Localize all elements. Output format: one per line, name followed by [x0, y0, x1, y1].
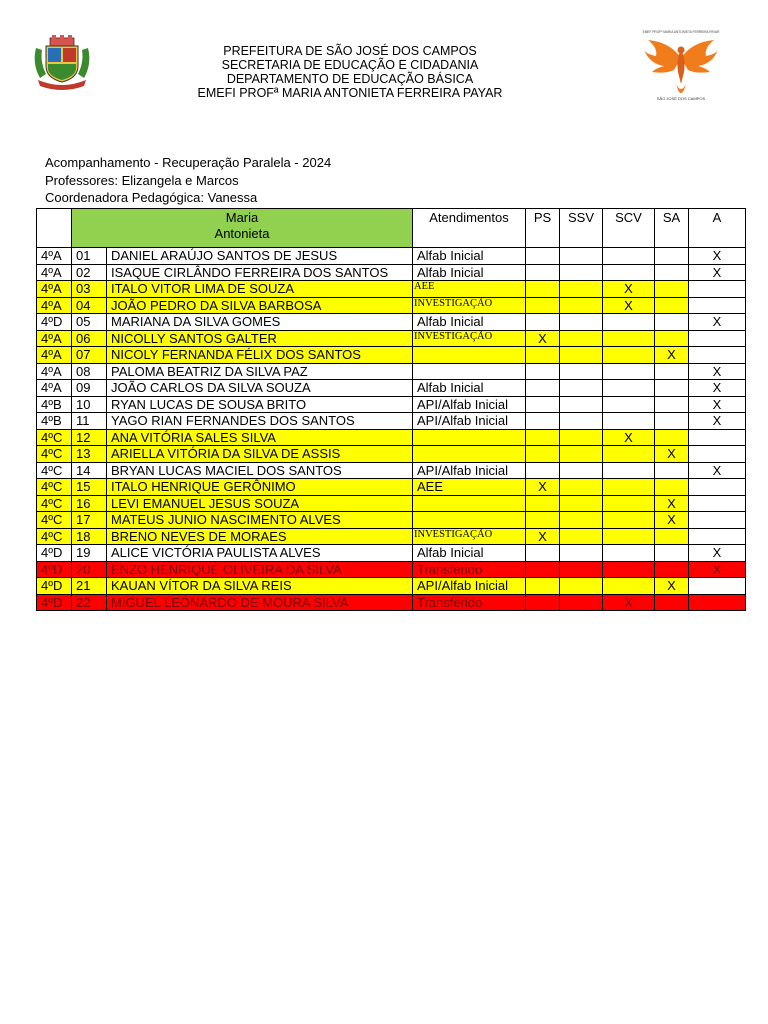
a-mark-cell: X — [689, 264, 746, 281]
scv-mark-cell — [603, 413, 655, 430]
a-mark-cell: X — [689, 248, 746, 265]
scv-mark-cell — [603, 528, 655, 545]
ssv-mark-cell — [560, 347, 603, 364]
atendimento-cell: API/Alfab Inicial — [413, 462, 526, 479]
ps-mark-cell — [526, 380, 560, 397]
ps-mark-cell: X — [526, 528, 560, 545]
student-name-cell: MARIANA DA SILVA GOMES — [107, 314, 413, 331]
atendimento-cell: Transferido — [413, 594, 526, 611]
ps-mark-cell — [526, 264, 560, 281]
ssv-mark-cell — [560, 264, 603, 281]
class-cell: 4ºA — [37, 363, 72, 380]
document-header — [160, 44, 540, 100]
ssv-mark-cell — [560, 561, 603, 578]
atendimento-cell: Alfab Inicial — [413, 314, 526, 331]
number-cell: 02 — [72, 264, 107, 281]
header-line-school: EMEFI PROFª MARIA ANTONIETA FERREIRA PAYAR — [197, 86, 503, 100]
sa-mark-cell: X — [655, 578, 689, 595]
ps-mark-cell — [526, 363, 560, 380]
city-coat-of-arms-logo — [30, 34, 94, 90]
atendimento-cell — [413, 446, 526, 463]
atendimento-cell — [413, 363, 526, 380]
table-row — [37, 347, 746, 364]
sa-mark-cell: X — [655, 512, 689, 529]
sa-mark-cell — [655, 462, 689, 479]
table-row — [37, 578, 746, 595]
scv-mark-cell: X — [603, 281, 655, 298]
table-row — [37, 314, 746, 331]
ssv-mark-cell — [560, 495, 603, 512]
class-cell: 4ºA — [37, 248, 72, 265]
sa-mark-cell: X — [655, 347, 689, 364]
sa-mark-cell — [655, 330, 689, 347]
header-line-secretaria: SECRETARIA DE EDUCAÇÃO E CIDADANIA — [221, 58, 479, 72]
ssv-mark-cell — [560, 462, 603, 479]
ssv-mark-cell — [560, 380, 603, 397]
sa-mark-cell — [655, 248, 689, 265]
student-name-cell: BRENO NEVES DE MORAES — [107, 528, 413, 545]
ps-mark-cell — [526, 413, 560, 430]
atendimento-label: INVESTIGAÇÃO — [414, 330, 493, 342]
number-cell: 03 — [72, 281, 107, 298]
atendimento-cell — [413, 495, 526, 512]
sa-mark-cell — [655, 528, 689, 545]
class-cell: 4ºA — [37, 347, 72, 364]
school-name-header — [72, 209, 413, 248]
ssv-mark-cell — [560, 578, 603, 595]
a-header: A — [689, 209, 746, 248]
ps-mark-cell — [526, 347, 560, 364]
atendimento-cell: Alfab Inicial — [413, 545, 526, 562]
scv-mark-cell: X — [603, 594, 655, 611]
scv-mark-cell — [603, 479, 655, 496]
ssv-mark-cell — [560, 396, 603, 413]
student-name-cell: ITALO VITOR LIMA DE SOUZA — [107, 281, 413, 298]
ps-mark-cell — [526, 281, 560, 298]
number-cell: 08 — [72, 363, 107, 380]
school-phoenix-logo — [640, 28, 722, 104]
sa-mark-cell — [655, 363, 689, 380]
table-row — [37, 380, 746, 397]
table-row — [37, 396, 746, 413]
student-name-cell: JOÃO PEDRO DA SILVA BARBOSA — [107, 297, 413, 314]
ssv-mark-cell — [560, 248, 603, 265]
scv-mark-cell — [603, 363, 655, 380]
student-name-cell: ARIELLA VITÓRIA DA SILVA DE ASSIS — [107, 446, 413, 463]
student-name-cell: NICOLLY SANTOS GALTER — [107, 330, 413, 347]
a-mark-cell — [689, 429, 746, 446]
class-cell: 4ºC — [37, 446, 72, 463]
atendimentos-header: Atendimentos — [413, 209, 526, 248]
number-cell: 07 — [72, 347, 107, 364]
table-row — [37, 528, 746, 545]
table-row — [37, 330, 746, 347]
table-row — [37, 248, 746, 265]
atendimento-cell: Alfab Inicial — [413, 380, 526, 397]
number-cell: 19 — [72, 545, 107, 562]
scv-mark-cell — [603, 578, 655, 595]
table-row — [37, 561, 746, 578]
atendimento-cell: API/Alfab Inicial — [413, 413, 526, 430]
ssv-mark-cell — [560, 512, 603, 529]
table-row — [37, 495, 746, 512]
ps-mark-cell — [526, 248, 560, 265]
number-cell: 11 — [72, 413, 107, 430]
class-cell: 4ºC — [37, 429, 72, 446]
student-name-cell: BRYAN LUCAS MACIEL DOS SANTOS — [107, 462, 413, 479]
atendimento-cell: Alfab Inicial — [413, 248, 526, 265]
sa-mark-cell — [655, 314, 689, 331]
a-mark-cell — [689, 446, 746, 463]
sa-mark-cell — [655, 380, 689, 397]
ps-mark-cell — [526, 297, 560, 314]
document-title: Acompanhamento - Recuperação Paralela - 2024 — [45, 155, 332, 170]
header-line-departamento: DEPARTAMENTO DE EDUCAÇÃO BÁSICA — [226, 72, 474, 86]
ssv-mark-cell — [560, 330, 603, 347]
ps-mark-cell — [526, 429, 560, 446]
table-row — [37, 462, 746, 479]
table-row — [37, 429, 746, 446]
scv-mark-cell — [603, 462, 655, 479]
student-name-cell: ANA VITÓRIA SALES SILVA — [107, 429, 413, 446]
ps-mark-cell: X — [526, 330, 560, 347]
a-mark-cell — [689, 578, 746, 595]
ps-header: PS — [526, 209, 560, 248]
class-cell: 4ºC — [37, 462, 72, 479]
table-row — [37, 363, 746, 380]
sa-mark-cell — [655, 545, 689, 562]
table-row — [37, 413, 746, 430]
number-cell: 20 — [72, 561, 107, 578]
sa-mark-cell — [655, 281, 689, 298]
a-mark-cell — [689, 528, 746, 545]
student-name-cell: ALICE VICTÓRIA PAULISTA ALVES — [107, 545, 413, 562]
ssv-mark-cell — [560, 446, 603, 463]
a-mark-cell — [689, 347, 746, 364]
scv-mark-cell — [603, 561, 655, 578]
student-name-cell: JOÃO CARLOS DA SILVA SOUZA — [107, 380, 413, 397]
class-cell: 4ºA — [37, 380, 72, 397]
class-cell: 4ºA — [37, 264, 72, 281]
a-mark-cell: X — [689, 545, 746, 562]
ps-mark-cell — [526, 396, 560, 413]
student-name-cell: PALOMA BEATRIZ DA SILVA PAZ — [107, 363, 413, 380]
student-name-cell: DANIEL ARAÚJO SANTOS DE JESUS — [107, 248, 413, 265]
atendimento-label: INVESTIGAÇÃO — [414, 528, 493, 540]
table-row — [37, 512, 746, 529]
table-row — [37, 594, 746, 611]
class-cell: 4ºA — [37, 330, 72, 347]
ssv-mark-cell — [560, 594, 603, 611]
a-mark-cell: X — [689, 363, 746, 380]
teachers-line: Professores: Elizangela e Marcos — [45, 172, 239, 188]
a-mark-cell: X — [689, 396, 746, 413]
student-name-cell: KAUAN VÍTOR DA SILVA REIS — [107, 578, 413, 595]
a-mark-cell: X — [689, 462, 746, 479]
number-cell: 14 — [72, 462, 107, 479]
a-mark-cell — [689, 479, 746, 496]
header-blank-cell — [37, 209, 72, 248]
atendimento-cell: API/Alfab Inicial — [413, 396, 526, 413]
ssv-mark-cell — [560, 314, 603, 331]
number-cell: 04 — [72, 297, 107, 314]
scv-mark-cell: X — [603, 297, 655, 314]
table-row — [37, 281, 746, 298]
document-info — [45, 154, 331, 207]
school-logo-caption: EMEF PROFª MARIA ANTONIETA FERREIRA PAYAR — [642, 30, 720, 34]
class-cell: 4ºD — [37, 314, 72, 331]
scv-mark-cell — [603, 248, 655, 265]
student-name-cell: ENZO HENRIQUE OLIVEIRA DA SILVA — [107, 561, 413, 578]
ssv-mark-cell — [560, 429, 603, 446]
sa-mark-cell — [655, 264, 689, 281]
recovery-tracking-table — [36, 208, 746, 611]
header-line-prefeitura: PREFEITURA DE SÃO JOSÉ DOS CAMPOS — [223, 44, 477, 58]
atendimento-cell — [413, 528, 526, 545]
ps-mark-cell — [526, 545, 560, 562]
ps-mark-cell — [526, 578, 560, 595]
class-cell: 4ºD — [37, 594, 72, 611]
a-mark-cell — [689, 594, 746, 611]
a-mark-cell — [689, 512, 746, 529]
student-name-cell: MATEUS JUNIO NASCIMENTO ALVES — [107, 512, 413, 529]
class-cell: 4ºD — [37, 545, 72, 562]
sa-mark-cell — [655, 413, 689, 430]
ssv-mark-cell — [560, 479, 603, 496]
coordinator-line: Coordenadora Pedagógica: Vanessa — [45, 190, 258, 205]
atendimento-cell: AEE — [413, 479, 526, 496]
sa-header: SA — [655, 209, 689, 248]
ps-mark-cell — [526, 512, 560, 529]
sa-mark-cell — [655, 429, 689, 446]
scv-mark-cell: X — [603, 429, 655, 446]
student-name-cell: NICOLY FERNANDA FÉLIX DOS SANTOS — [107, 347, 413, 364]
number-cell: 05 — [72, 314, 107, 331]
class-cell: 4ºC — [37, 512, 72, 529]
ps-mark-cell — [526, 314, 560, 331]
class-cell: 4ºD — [37, 561, 72, 578]
table-row — [37, 545, 746, 562]
ssv-mark-cell — [560, 545, 603, 562]
number-cell: 12 — [72, 429, 107, 446]
class-cell: 4ºA — [37, 297, 72, 314]
atendimento-cell: Transferido — [413, 561, 526, 578]
scv-header: SCV — [603, 209, 655, 248]
atendimento-label: INVESTIGAÇÃO — [414, 297, 493, 309]
sa-mark-cell — [655, 594, 689, 611]
number-cell: 22 — [72, 594, 107, 611]
table-row — [37, 297, 746, 314]
class-cell: 4ºC — [37, 528, 72, 545]
sa-mark-cell — [655, 297, 689, 314]
sa-mark-cell — [655, 561, 689, 578]
table-row — [37, 479, 746, 496]
table-row — [37, 446, 746, 463]
class-cell: 4ºB — [37, 413, 72, 430]
atendimento-cell — [413, 281, 526, 298]
table-body — [37, 248, 746, 611]
number-cell: 16 — [72, 495, 107, 512]
ps-mark-cell — [526, 446, 560, 463]
a-mark-cell — [689, 495, 746, 512]
ssv-mark-cell — [560, 281, 603, 298]
class-cell: 4ºC — [37, 495, 72, 512]
number-cell: 06 — [72, 330, 107, 347]
school-logo-subcaption: SÃO JOSÉ DOS CAMPOS — [656, 96, 706, 101]
ssv-header: SSV — [560, 209, 603, 248]
number-cell: 09 — [72, 380, 107, 397]
a-mark-cell: X — [689, 314, 746, 331]
atendimento-cell — [413, 347, 526, 364]
ps-mark-cell: X — [526, 479, 560, 496]
scv-mark-cell — [603, 545, 655, 562]
ssv-mark-cell — [560, 363, 603, 380]
scv-mark-cell — [603, 495, 655, 512]
scv-mark-cell — [603, 380, 655, 397]
class-cell: 4ºB — [37, 396, 72, 413]
ssv-mark-cell — [560, 297, 603, 314]
ps-mark-cell — [526, 561, 560, 578]
number-cell: 01 — [72, 248, 107, 265]
table-header-row — [37, 209, 746, 248]
scv-mark-cell — [603, 264, 655, 281]
ps-mark-cell — [526, 594, 560, 611]
sa-mark-cell: X — [655, 495, 689, 512]
a-mark-cell — [689, 330, 746, 347]
class-cell: 4ºC — [37, 479, 72, 496]
atendimento-cell: API/Alfab Inicial — [413, 578, 526, 595]
number-cell: 13 — [72, 446, 107, 463]
scv-mark-cell — [603, 396, 655, 413]
table-row — [37, 264, 746, 281]
school-name-line1: Maria — [225, 210, 259, 225]
scv-mark-cell — [603, 330, 655, 347]
student-name-cell: ISAQUE CIRLÂNDO FERREIRA DOS SANTOS — [107, 264, 413, 281]
atendimento-label: AEE — [414, 281, 435, 292]
number-cell: 17 — [72, 512, 107, 529]
a-mark-cell: X — [689, 413, 746, 430]
scv-mark-cell — [603, 446, 655, 463]
scv-mark-cell — [603, 347, 655, 364]
a-mark-cell: X — [689, 380, 746, 397]
atendimento-cell — [413, 297, 526, 314]
number-cell: 15 — [72, 479, 107, 496]
class-cell: 4ºD — [37, 578, 72, 595]
atendimento-cell: Alfab Inicial — [413, 264, 526, 281]
student-name-cell: ITALO HENRIQUE GERÔNIMO — [107, 479, 413, 496]
atendimento-cell — [413, 429, 526, 446]
atendimento-cell — [413, 330, 526, 347]
class-cell: 4ºA — [37, 281, 72, 298]
atendimento-cell — [413, 512, 526, 529]
number-cell: 21 — [72, 578, 107, 595]
a-mark-cell — [689, 281, 746, 298]
sa-mark-cell — [655, 479, 689, 496]
a-mark-cell — [689, 297, 746, 314]
sa-mark-cell — [655, 396, 689, 413]
scv-mark-cell — [603, 512, 655, 529]
sa-mark-cell: X — [655, 446, 689, 463]
student-name-cell: YAGO RIAN FERNANDES DOS SANTOS — [107, 413, 413, 430]
ssv-mark-cell — [560, 528, 603, 545]
ps-mark-cell — [526, 462, 560, 479]
ps-mark-cell — [526, 495, 560, 512]
student-name-cell: MIGUEL LEONARDO DE MOURA SILVA — [107, 594, 413, 611]
school-name-line2: Antonieta — [214, 225, 270, 241]
number-cell: 18 — [72, 528, 107, 545]
a-mark-cell: X — [689, 561, 746, 578]
number-cell: 10 — [72, 396, 107, 413]
scv-mark-cell — [603, 314, 655, 331]
student-name-cell: RYAN LUCAS DE SOUSA BRITO — [107, 396, 413, 413]
ssv-mark-cell — [560, 413, 603, 430]
student-name-cell: LEVI EMANUEL JESUS SOUZA — [107, 495, 413, 512]
